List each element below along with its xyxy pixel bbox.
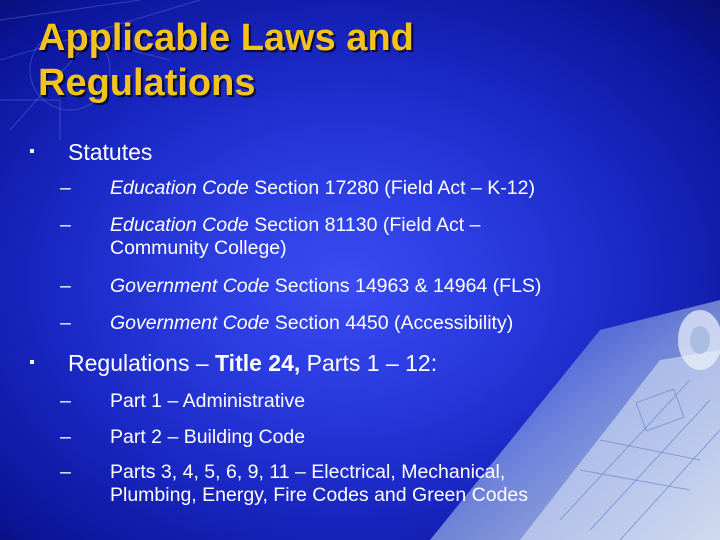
dash-marker: – xyxy=(60,214,71,236)
dash-marker: – xyxy=(60,426,71,448)
item-text-line-2: Plumbing, Energy, Fire Codes and Green Codes xyxy=(110,484,529,506)
bullet-label: Statutes xyxy=(68,139,153,165)
item-text: Parts 3, 4, 5, 6, 9, 11 – Electrical, Mechanical, xyxy=(110,461,506,483)
bullet-marker xyxy=(30,149,34,153)
item-text-line-2: Community College) xyxy=(110,237,287,259)
slide-title xyxy=(38,16,678,106)
item-text: Section 81130 (Field Act – xyxy=(248,214,481,236)
item-text: Part 1 – Administrative xyxy=(110,390,306,412)
item-text: Part 2 – Building Code xyxy=(110,426,306,448)
bullet-marker xyxy=(30,360,34,364)
dash-marker: – xyxy=(60,177,71,199)
item-text: Section 4450 (Accessibility) xyxy=(269,312,514,334)
dash-marker: – xyxy=(60,312,71,334)
dash-marker: – xyxy=(60,390,71,412)
item-text: Sections 14963 & 14964 (FLS) xyxy=(269,275,542,297)
bullet-label-end: Parts 1 – 12: xyxy=(300,350,438,376)
code-name: Education Code xyxy=(110,214,249,236)
bullet-label-bold: Title 24, xyxy=(215,350,301,376)
bullet-label-start: Regulations – xyxy=(68,350,216,376)
title-line-1: Applicable Laws and xyxy=(38,17,414,59)
title-line-2: Regulations xyxy=(38,62,256,104)
dash-marker: – xyxy=(60,461,71,483)
code-name: Education Code xyxy=(110,177,249,199)
code-name: Government Code xyxy=(110,312,270,334)
code-name: Government Code xyxy=(110,275,270,297)
dash-marker: – xyxy=(60,275,71,297)
item-text: Section 17280 (Field Act – K-12) xyxy=(248,177,535,199)
